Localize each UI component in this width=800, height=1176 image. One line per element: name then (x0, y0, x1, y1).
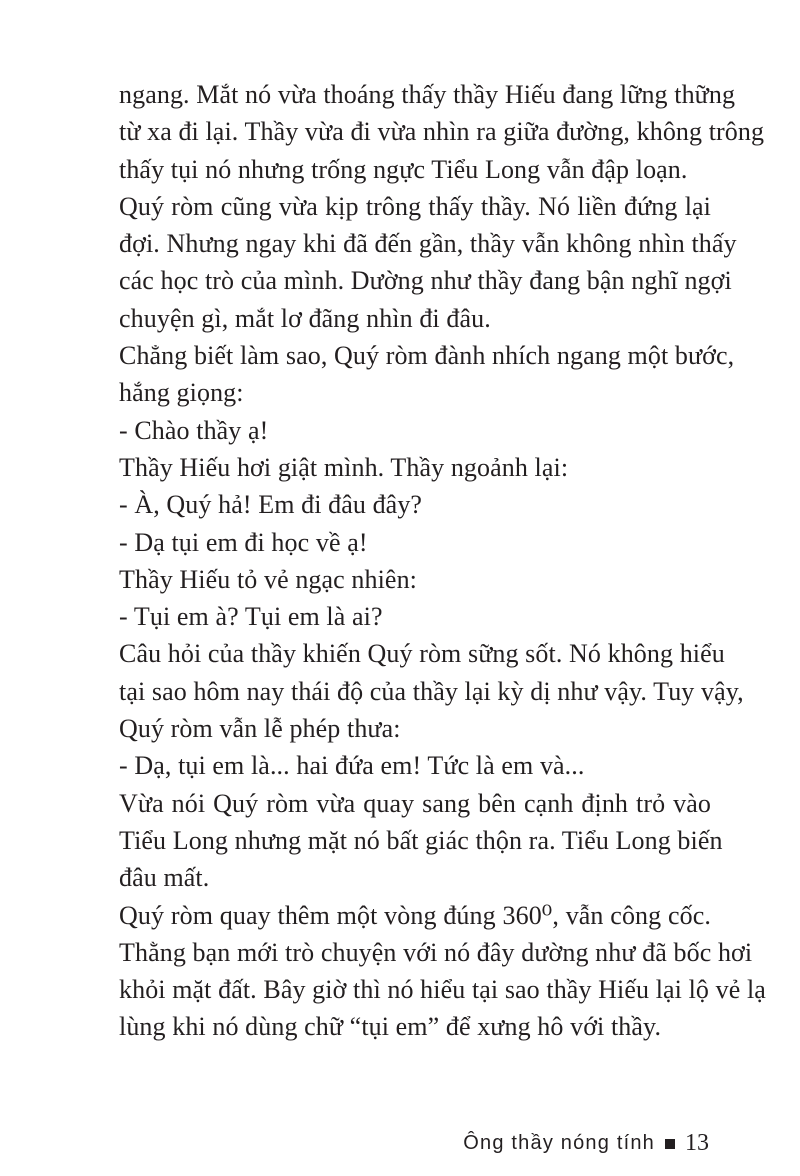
text-line: Thầy Hiếu hơi giật mình. Thầy ngoảnh lại: (119, 452, 569, 482)
text-line: Quý ròm cũng vừa kịp trông thấy thầy. Nó liền đứng lại (119, 191, 711, 221)
text-line: - Dạ tụi em đi học về ạ! (119, 527, 368, 557)
text-line: Quý ròm vẫn lễ phép thưa: (119, 714, 401, 744)
text-line: - Tụi em à? Tụi em là ai? (119, 602, 383, 632)
paragraph (119, 486, 711, 523)
text-line: Chẳng biết làm sao, Quý ròm đành nhích ngang một bước, (119, 341, 735, 371)
text-line: các học trò của mình. Dường như thầy đang bận nghĩ ngợi (119, 266, 732, 296)
paragraph (119, 524, 711, 561)
text-line: Thằng bạn mới trò chuyện với nó đây dường như đã bốc hơi (119, 937, 753, 967)
paragraph (119, 561, 711, 598)
paragraph (119, 897, 766, 1046)
text-line: đâu mất. (119, 863, 210, 893)
text-line: - Dạ, tụi em là... hai đứa em! Tức là em và... (119, 751, 585, 781)
text-line: - À, Quý hả! Em đi đâu đây? (119, 490, 423, 520)
text-line: khỏi mặt đất. Bây giờ thì nó hiểu tại sao thầy Hiếu lại lộ vẻ lạ (119, 975, 766, 1005)
body-text (119, 76, 766, 1046)
text-line: - Chào thầy ạ! (119, 415, 269, 445)
paragraph (119, 412, 711, 449)
text-line: Quý ròm quay thêm một vòng đúng 360⁰, vẫn công cốc. (119, 900, 711, 930)
page-number: 13 (685, 1130, 709, 1156)
paragraph (119, 747, 711, 784)
paragraph (119, 76, 765, 188)
text-line: chuyện gì, mắt lơ đãng nhìn đi đâu. (119, 303, 491, 333)
paragraph (119, 785, 723, 897)
text-line: Thầy Hiếu tỏ vẻ ngạc nhiên: (119, 564, 417, 594)
footer-bullet-icon (665, 1139, 675, 1149)
text-line: từ xa đi lại. Thầy vừa đi vừa nhìn ra giữa đường, không trông (119, 117, 765, 147)
paragraph (119, 635, 744, 747)
running-title: Ông thầy nóng tính (463, 1132, 655, 1154)
text-line: lùng khi nó dùng chữ “tụi em” để xưng hô với thầy. (119, 1012, 662, 1042)
text-line: ngang. Mắt nó vừa thoáng thấy thầy Hiếu đang lững thững (119, 80, 736, 109)
text-line: thấy tụi nó nhưng trống ngực Tiểu Long vẫn đập loạn. (119, 154, 688, 184)
page-footer (463, 1130, 709, 1157)
text-line: tại sao hôm nay thái độ của thầy lại kỳ dị như vậy. Tuy vậy, (119, 676, 744, 706)
paragraph (119, 598, 711, 635)
text-line: Tiểu Long nhưng mặt nó bất giác thộn ra. Tiểu Long biến (119, 825, 723, 855)
text-line: Câu hỏi của thầy khiến Quý ròm sững sốt. Nó không hiểu (119, 639, 725, 669)
paragraph (119, 337, 735, 412)
text-line: đợi. Nhưng ngay khi đã đến gần, thầy vẫn không nhìn thấy (119, 229, 737, 259)
text-line: Vừa nói Quý ròm vừa quay sang bên cạnh định trỏ vào (119, 788, 711, 818)
paragraph (119, 188, 737, 337)
text-line: hắng giọng: (119, 378, 244, 408)
paragraph (119, 449, 711, 486)
